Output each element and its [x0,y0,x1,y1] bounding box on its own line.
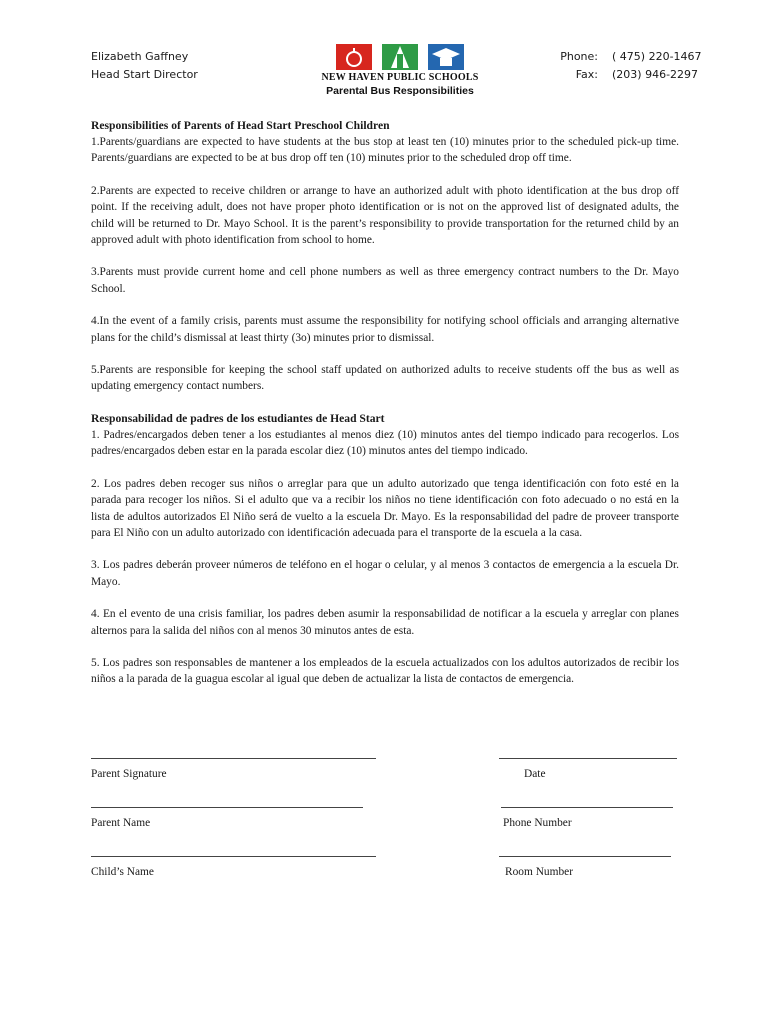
document-body [91,118,679,704]
english-item: 2.Parents are expected to receive children or arrange to have an authorized adult with photo identification at the bus drop off point. If the receiving adult, does not have proper photo identification or is not on the approved list of designated adults, the child will be returned to Dr. Mayo School. It is the parent’s responsibility to provide transportation for the returned child by an approved adult with photo identification from school to home. [91,184,679,247]
contact-block [546,48,702,84]
document-title: Parental Bus Responsibilities [326,85,474,97]
parent-signature-label: Parent Signature [91,768,167,780]
spanish-heading: Responsabilidad de padres de los estudiantes de Head Start [91,411,385,425]
sender-block [91,48,198,84]
spanish-item: 3. Los padres deberán proveer números de teléfono en el hogar o celular, y al menos 3 contactos de emergencia a la escuela Dr. Mayo. [91,559,679,588]
phone-number-line[interactable] [501,807,673,808]
english-item: 4.In the event of a family crisis, parents must assume the responsibility for notifying school officials and arranging alternative plans for the child’s dismissal at least thirty (3o) minutes prior to dismissal. [91,315,679,344]
parent-name-line[interactable] [91,807,363,808]
room-number-label: Room Number [505,866,574,878]
room-number-line[interactable] [499,856,671,857]
logo-text: NEW HAVEN PUBLIC SCHOOLS [321,72,479,83]
spanish-item: 2. Los padres deben recoger sus niños o arreglar para que un adulto autorizado que tenga identificación con foto esté en la parada para recoger los niños. Si el adulto que va a recibir los niños no tiene identificación con foto adecuado o no está en la lista de adultos autorizados El Niño será de vuelto a la escuela Dr. Mayo. Es la responsabilidad del padre de proveer transporte para El Niño con un adulto autorizado con identificación adecuada para el transporte de la escuela a la casa. [91,477,679,539]
english-item: 3.Parents must provide current home and cell phone numbers as well as three emergency contract numbers to the Dr. Mayo School. [91,266,679,295]
english-item: 5.Parents are responsible for keeping the school staff updated on authorized adults to receive students off the bus as well as updating emergency contact numbers. [91,364,679,393]
child-name-line[interactable] [91,856,376,857]
fax-value: (203) 946-2297 [612,68,699,81]
parent-signature-line[interactable] [91,758,376,759]
phone-number-label: Phone Number [503,817,572,829]
director-role: Head Start Director [91,68,198,81]
tower-icon [382,44,418,70]
phone-label: Phone: [560,50,598,63]
apple-icon [336,44,372,70]
parent-name-label: Parent Name [91,817,151,829]
english-heading: Responsibilities of Parents of Head Start Preschool Children [91,119,390,132]
date-line[interactable] [499,758,677,759]
graduation-cap-icon [428,44,464,70]
spanish-item: 4. En el evento de una crisis familiar, los padres deben asumir la responsabilidad de notificar a la escuela y arreglar con planes alternos para la salida del niños con al menos 30 minutos antes de esta. [91,608,679,637]
fax-label: Fax: [575,68,598,81]
phone-value: ( 475) 220-1467 [612,50,702,63]
spanish-item: 1. Padres/encargados deben tener a los estudiantes al menos diez (10) minutos antes del tiempo indicado para recogerlos. Los padres/encargados deben estar en la parada escolar diez (10) minutos antes del tiempo indicado. [91,428,679,458]
child-name-label: Child’s Name [91,866,154,878]
english-item: 1.Parents/guardians are expected to have students at the bus stop at least ten (10) minutes prior to the scheduled pick-up time. Parents/guardians are expected to be at bus drop off ten (10) minutes prior to the scheduled drop off time. [91,136,679,165]
director-name: Elizabeth Gaffney [91,50,189,63]
spanish-item: 5. Los padres son responsables de mantener a los empleados de la escuela actualizados con los adultos autorizados de recibir los niños a la parada de la guagua escolar al igual que deben de actualizar la lista de contactos de emergencia. [91,656,679,686]
date-label: Date [524,768,546,780]
